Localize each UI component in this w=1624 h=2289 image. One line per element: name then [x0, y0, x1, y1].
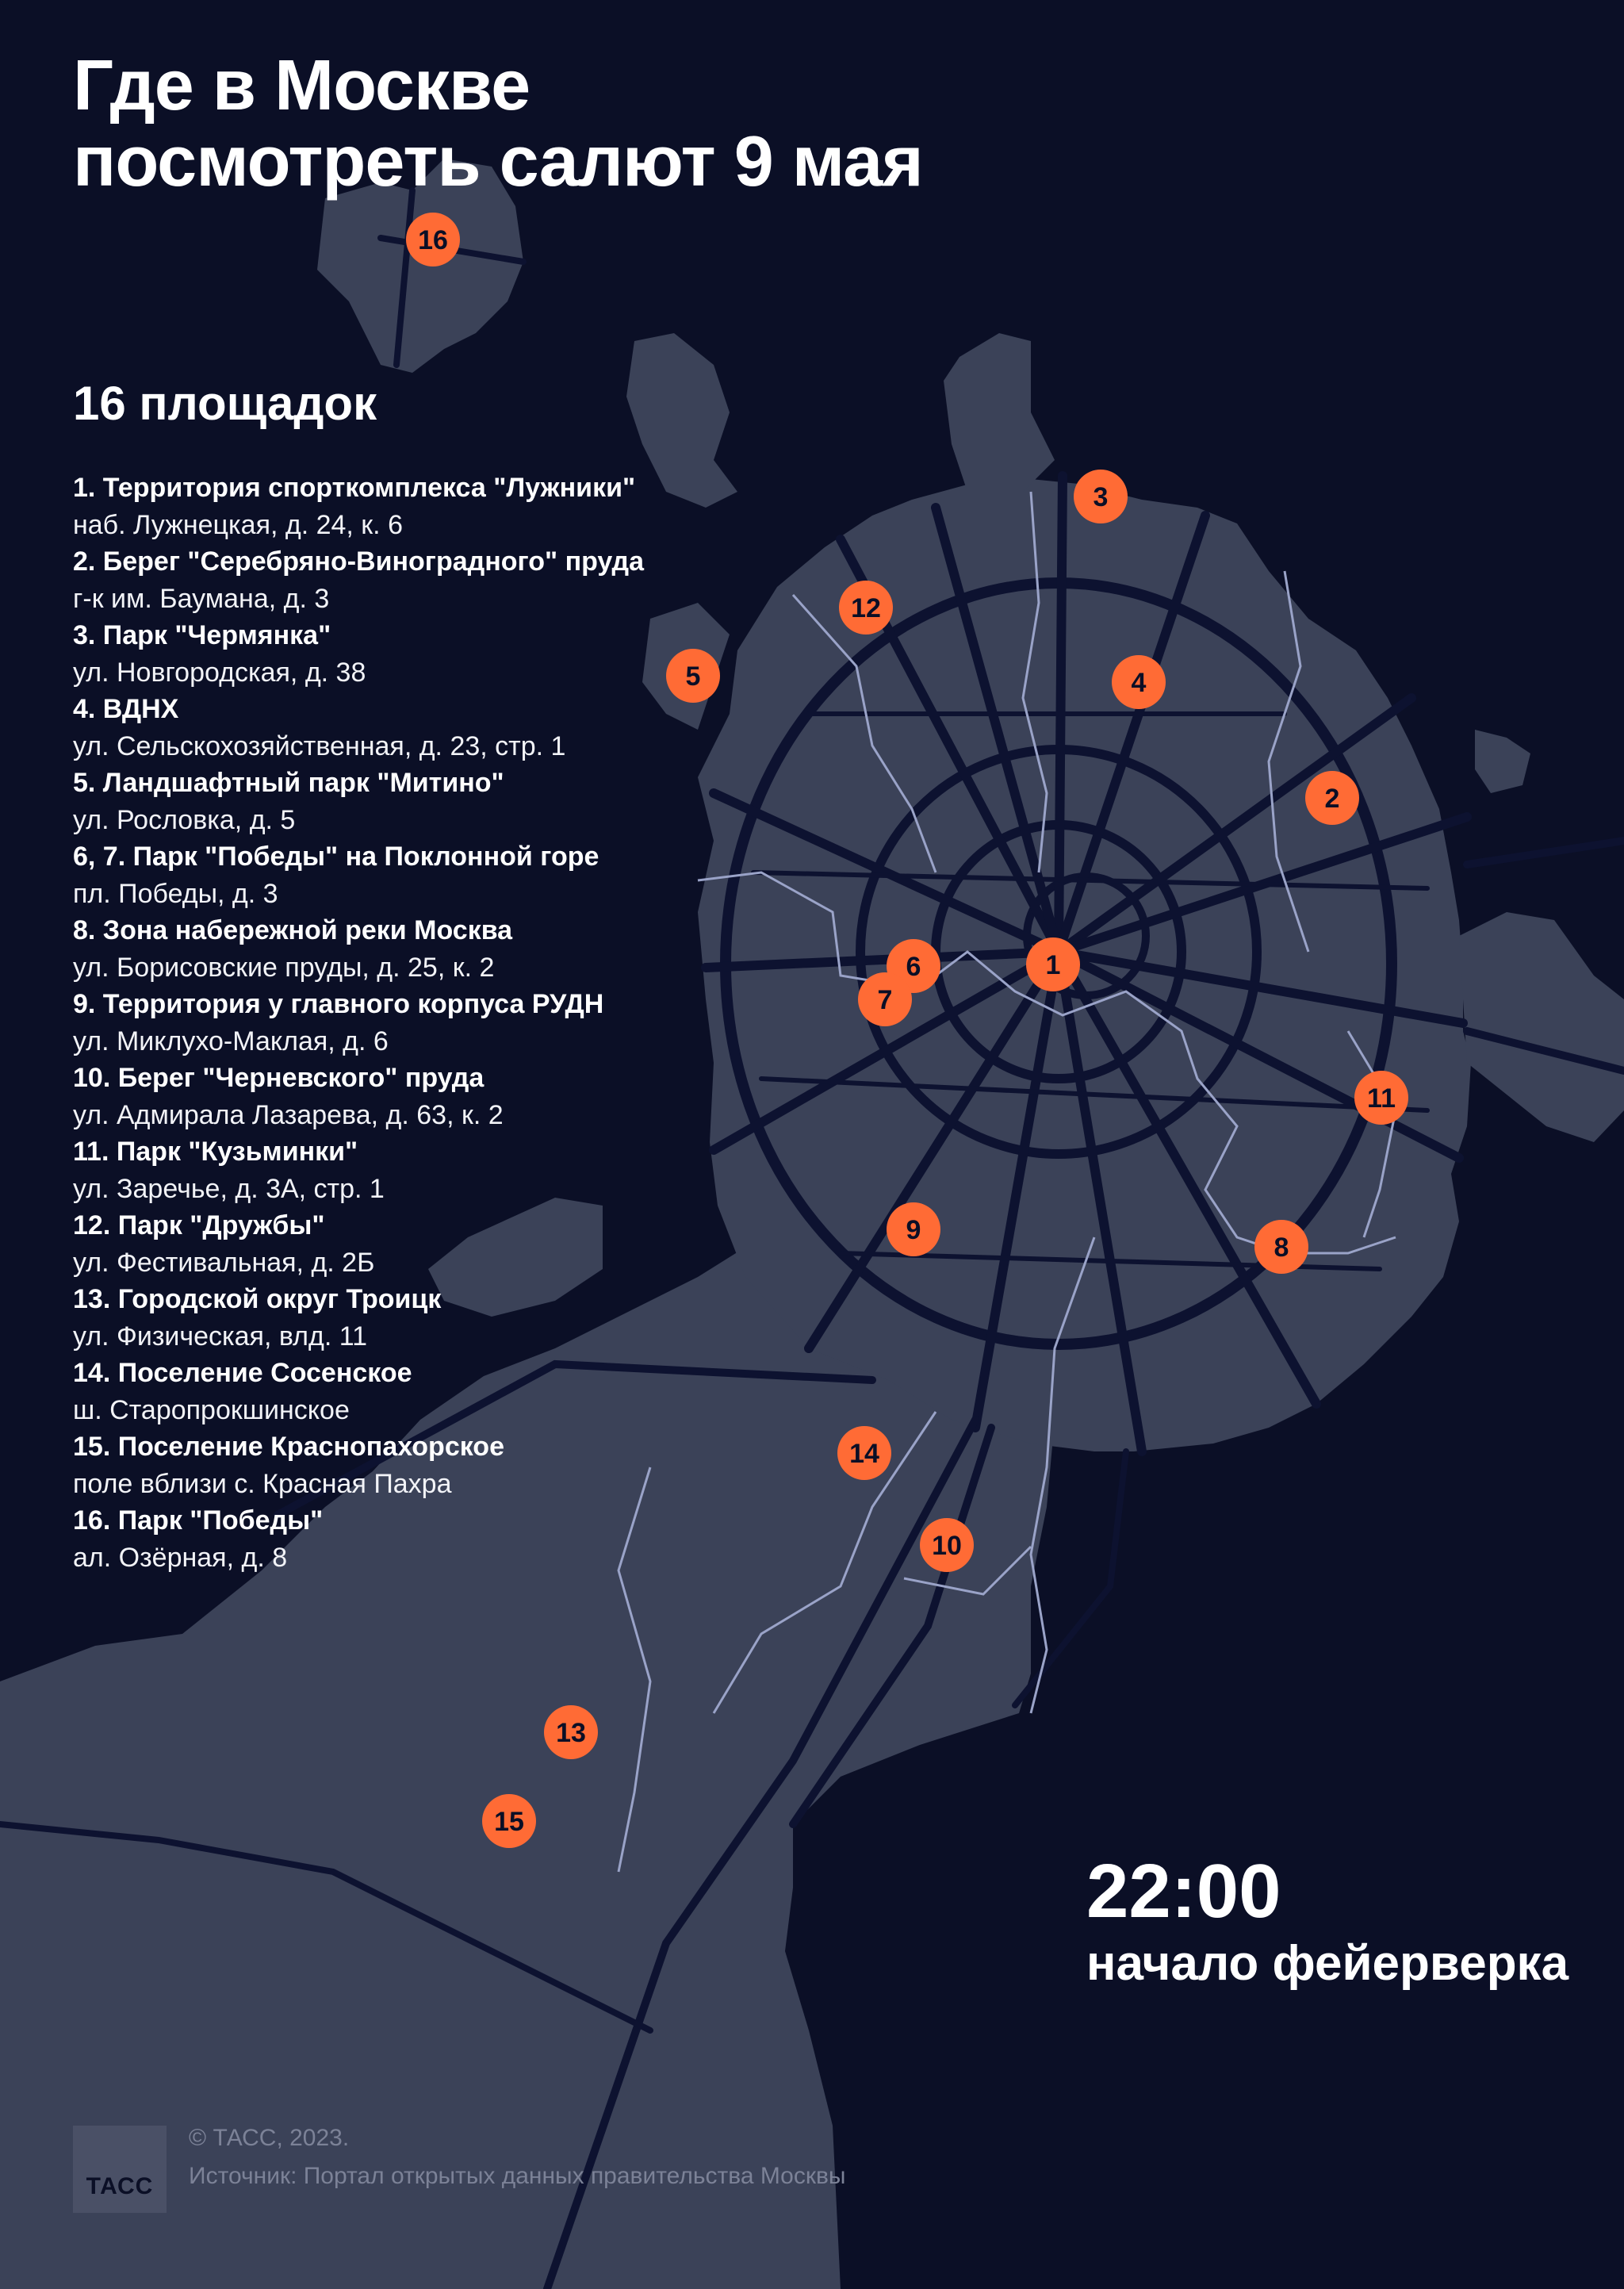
site-name: 10. Берег "Черневского" пруда — [73, 1063, 485, 1093]
site-item-2 — [73, 543, 707, 617]
sites-count-heading: 16 площадок — [73, 377, 377, 430]
svg-text:12: 12 — [851, 593, 881, 623]
site-item-16 — [73, 1502, 707, 1576]
site-item-13 — [73, 1281, 707, 1355]
site-address: наб. Лужнецкая, д. 24, к. 6 — [73, 509, 403, 540]
site-address: пл. Победы, д. 3 — [73, 878, 278, 909]
svg-text:9: 9 — [906, 1215, 921, 1245]
site-address: ал. Озёрная, д. 8 — [73, 1542, 288, 1573]
site-address: ул. Сельскохозяйственная, д. 23, стр. 1 — [73, 730, 566, 761]
site-item-3 — [73, 617, 707, 691]
svg-text:10: 10 — [932, 1531, 962, 1561]
source-text: Источник: Портал открытых данных правительства Москвы — [189, 2163, 846, 2189]
site-address: ул. Миклухо-Маклая, д. 6 — [73, 1026, 389, 1056]
marker-14[interactable] — [837, 1426, 891, 1480]
marker-1[interactable] — [1026, 937, 1080, 991]
tass-logo — [73, 2126, 167, 2213]
fireworks-caption: начало фейерверка — [1086, 1936, 1569, 1991]
svg-text:2: 2 — [1324, 784, 1340, 814]
marker-4[interactable] — [1112, 655, 1166, 709]
north-lobe — [944, 333, 1055, 492]
site-address: ул. Рословка, д. 5 — [73, 804, 296, 835]
site-name: 14. Поселение Сосенское — [73, 1358, 412, 1388]
marker-7[interactable] — [858, 972, 912, 1026]
marker-16[interactable] — [406, 213, 460, 266]
footer-credits — [189, 2119, 845, 2195]
svg-text:6: 6 — [906, 952, 921, 982]
svg-text:1: 1 — [1045, 950, 1061, 980]
marker-3[interactable] — [1074, 470, 1128, 523]
site-address: ул. Заречье, д. 3А, стр. 1 — [73, 1173, 385, 1204]
site-item-5 — [73, 765, 707, 838]
svg-text:15: 15 — [494, 1807, 524, 1837]
svg-text:16: 16 — [418, 225, 448, 255]
svg-text:3: 3 — [1093, 482, 1109, 512]
site-name: 8. Зона набережной реки Москва — [73, 915, 513, 945]
site-item-10 — [73, 1060, 707, 1133]
site-item-11 — [73, 1133, 707, 1207]
title-line-2: посмотреть салют 9 мая — [73, 122, 923, 201]
copyright-text: © ТАСС, 2023. — [189, 2125, 350, 2151]
svg-text:5: 5 — [685, 661, 701, 692]
marker-2[interactable] — [1305, 771, 1359, 825]
marker-13[interactable] — [544, 1705, 598, 1759]
site-address: г-к им. Баумана, д. 3 — [73, 583, 330, 614]
site-name: 16. Парк "Победы" — [73, 1505, 324, 1536]
site-name: 6, 7. Парк "Победы" на Поклонной горе — [73, 842, 599, 872]
tass-logo-text: ТАСС — [86, 2173, 154, 2199]
site-item-6-7 — [73, 838, 707, 912]
site-address: ул. Физическая, влд. 11 — [73, 1321, 368, 1352]
svg-text:13: 13 — [556, 1718, 586, 1748]
site-item-12 — [73, 1207, 707, 1281]
site-address: ул. Борисовские пруды, д. 25, к. 2 — [73, 952, 495, 983]
site-name: 2. Берег "Серебряно-Виноградного" пруда — [73, 546, 644, 577]
site-item-1 — [73, 470, 707, 543]
site-item-9 — [73, 986, 707, 1060]
site-address: ул. Новгородская, д. 38 — [73, 657, 366, 688]
sites-list — [73, 470, 707, 1576]
site-name: 3. Парк "Чермянка" — [73, 620, 331, 650]
site-item-14 — [73, 1355, 707, 1428]
site-name: 13. Городской округ Троицк — [73, 1284, 442, 1314]
east-lobe — [1459, 912, 1624, 1142]
site-name: 9. Территория у главного корпуса РУДН — [73, 989, 604, 1019]
site-name: 5. Ландшафтный парк "Митино" — [73, 768, 504, 798]
site-item-15 — [73, 1428, 707, 1502]
site-item-8 — [73, 912, 707, 986]
site-name: 15. Поселение Краснопахорское — [73, 1432, 504, 1462]
site-address: поле вблизи с. Красная Пахра — [73, 1468, 452, 1499]
marker-9[interactable] — [887, 1202, 940, 1256]
site-item-4 — [73, 691, 707, 765]
marker-12[interactable] — [839, 581, 893, 635]
east-small-lobe — [1475, 730, 1530, 793]
site-name: 1. Территория спорткомплекса "Лужники" — [73, 473, 636, 503]
marker-8[interactable] — [1254, 1220, 1308, 1274]
site-address: ул. Адмирала Лазарева, д. 63, к. 2 — [73, 1099, 504, 1130]
fireworks-time: 22:00 — [1086, 1849, 1281, 1934]
site-name: 4. ВДНХ — [73, 694, 179, 724]
marker-11[interactable] — [1354, 1071, 1408, 1125]
fireworks-time-block — [1086, 1848, 1568, 1992]
svg-text:14: 14 — [849, 1439, 879, 1469]
page-title — [73, 48, 923, 200]
site-address: ул. Фестивальная, д. 2Б — [73, 1247, 375, 1278]
svg-text:7: 7 — [877, 985, 893, 1015]
site-name: 11. Парк "Кузьминки" — [73, 1137, 358, 1167]
marker-15[interactable] — [482, 1794, 536, 1848]
svg-text:4: 4 — [1131, 668, 1147, 698]
svg-text:8: 8 — [1274, 1233, 1289, 1263]
svg-text:11: 11 — [1367, 1083, 1396, 1114]
site-name: 12. Парк "Дружбы" — [73, 1210, 325, 1240]
title-line-1: Где в Москве — [73, 46, 530, 125]
marker-10[interactable] — [920, 1518, 974, 1572]
site-address: ш. Старопрокшинское — [73, 1394, 350, 1425]
